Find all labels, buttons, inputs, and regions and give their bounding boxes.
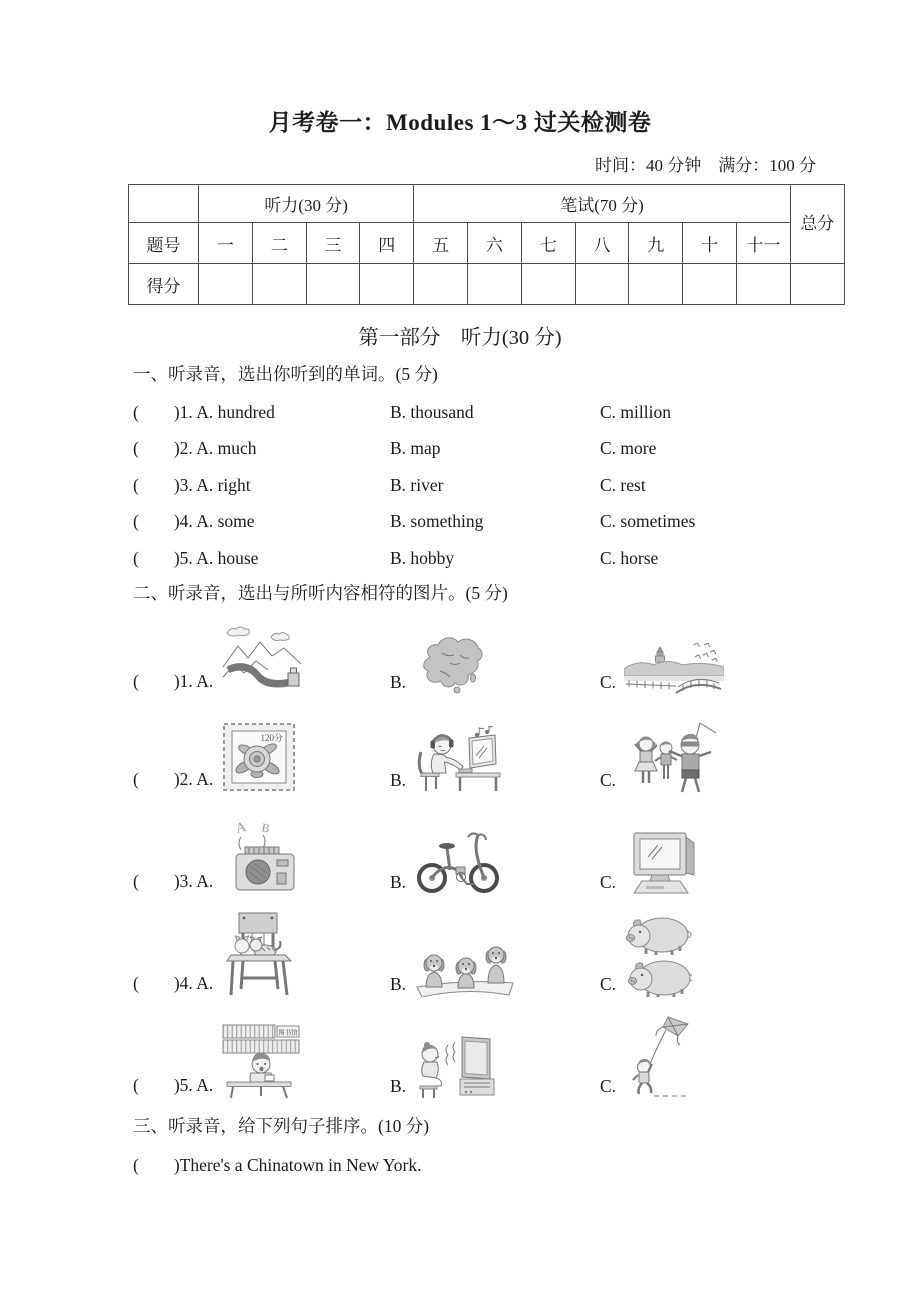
question-number-cell: 十一 — [736, 223, 790, 264]
picture-choice-row — [133, 911, 823, 997]
option-b: B. hobby — [390, 547, 455, 568]
option-c: C. more — [600, 438, 657, 458]
section3-title: 三、听录音，给下列句子排序。(10 分) — [133, 1115, 430, 1136]
section2-title: 二、听录音，选出与所听内容相符的图片。(5 分) — [133, 582, 508, 603]
option-b: B. map — [390, 438, 441, 458]
picture-choice-row — [133, 1013, 823, 1099]
word-choice-row — [133, 437, 823, 459]
score-blank-cell — [252, 264, 306, 305]
option-c: C. horse — [600, 547, 659, 568]
option-c: C. million — [600, 401, 671, 422]
total-score-header: 总分 — [790, 185, 844, 264]
flower-stamp-image — [221, 721, 297, 793]
option-left: ( )5. A. house — [133, 547, 259, 568]
score-blank-cell — [736, 264, 790, 305]
written-header: 笔试(70 分) — [414, 185, 791, 223]
option-b: B. — [390, 769, 407, 790]
child-watching-tv-image — [414, 1033, 504, 1099]
question-number-cell: 六 — [468, 223, 522, 264]
question-number-cell: 九 — [629, 223, 683, 264]
option-b: B. — [390, 871, 407, 892]
china-map-image — [414, 633, 484, 695]
option-left: ( )2. A. much — [133, 438, 257, 458]
option-left: ( )1. A. hundred — [133, 401, 275, 422]
picture-choice-row — [133, 817, 823, 895]
option-c: C. — [600, 671, 617, 692]
radio-letter-a-text: A — [234, 819, 248, 837]
score-blank-cell — [414, 264, 468, 305]
score-blank-cell — [360, 264, 414, 305]
score-blank-cell — [629, 264, 683, 305]
score-blank-cell — [521, 264, 575, 305]
score-table — [128, 184, 845, 305]
listening-header: 听力(30 分) — [199, 185, 414, 223]
option-b: B. — [390, 973, 407, 994]
desktop-computer-image — [624, 829, 702, 895]
great-wall-image — [221, 623, 303, 695]
question-number-cell: 十 — [683, 223, 737, 264]
score-blank-cell — [683, 264, 737, 305]
library-sign-text: 图书馆 — [278, 1029, 298, 1036]
option-left: ( )5. A. — [133, 1074, 214, 1095]
question-number-cell: 八 — [575, 223, 629, 264]
word-choice-row — [133, 547, 823, 569]
option-b: B. river — [390, 474, 444, 495]
question-number-cell: 四 — [360, 223, 414, 264]
option-left: ( )1. A. — [133, 670, 214, 691]
question-row-label: 题号 — [129, 223, 199, 264]
option-left: ( )3. A. — [133, 870, 214, 891]
west-lake-bridge-image — [624, 643, 724, 695]
option-left: ( )4. A. some — [133, 511, 255, 531]
score-blank-cell — [199, 264, 253, 305]
option-left: ( )2. A. — [133, 768, 214, 789]
option-c: C. — [600, 769, 617, 790]
ordering-sentence: ( )There's a Chinatown in New York. — [133, 1154, 422, 1175]
page-title: 月考卷一：Modules 1～3 过关检测卷 — [268, 110, 652, 135]
word-choice-row — [133, 474, 823, 496]
folding-bicycle-image — [414, 823, 502, 895]
score-row-label: 得分 — [129, 264, 199, 305]
option-c: C. — [600, 1075, 617, 1096]
exam-meta: 时间：40 分钟 满分：100 分 — [595, 156, 816, 175]
word-choice-row — [133, 510, 823, 532]
score-blank-cell — [468, 264, 522, 305]
question-number-cell: 五 — [414, 223, 468, 264]
picture-choice-row — [133, 721, 823, 793]
option-left: ( )4. A. — [133, 972, 214, 993]
option-b: B. thousand — [390, 401, 474, 422]
cats-on-chair-image — [221, 911, 295, 997]
option-b: B. something — [390, 511, 484, 531]
option-c: C. sometimes — [600, 511, 696, 531]
total-blank-cell — [790, 264, 844, 305]
option-left: ( )3. A. right — [133, 474, 251, 495]
boy-music-computer-image — [414, 725, 502, 793]
children-blindfold-game-image — [624, 721, 716, 793]
option-c: C. — [600, 871, 617, 892]
question-number-cell: 二 — [252, 223, 306, 264]
option-c: C. — [600, 973, 617, 994]
picture-choice-row — [133, 623, 823, 695]
score-blank-cell — [306, 264, 360, 305]
question-number-cell: 七 — [521, 223, 575, 264]
option-c: C. rest — [600, 474, 646, 495]
question-number-cell: 一 — [199, 223, 253, 264]
section1-title: 一、听录音，选出你听到的单词。(5 分) — [133, 364, 438, 384]
three-puppies-image — [414, 941, 516, 997]
corner-cell — [129, 185, 199, 223]
stamp-denomination-text: 120分 — [260, 732, 284, 743]
question-number-cell: 三 — [306, 223, 360, 264]
boy-flying-kite-image — [624, 1013, 694, 1099]
boy-reading-library-image — [221, 1023, 301, 1099]
two-pigs-image — [624, 911, 692, 997]
word-choice-row — [133, 401, 823, 423]
option-b: B. — [390, 1075, 407, 1096]
option-b: B. — [390, 671, 407, 692]
part1-heading: 第一部分 听力(30 分) — [358, 327, 562, 349]
radio-letter-b-text: B — [260, 819, 272, 836]
radio-image — [221, 817, 305, 895]
score-blank-cell — [575, 264, 629, 305]
